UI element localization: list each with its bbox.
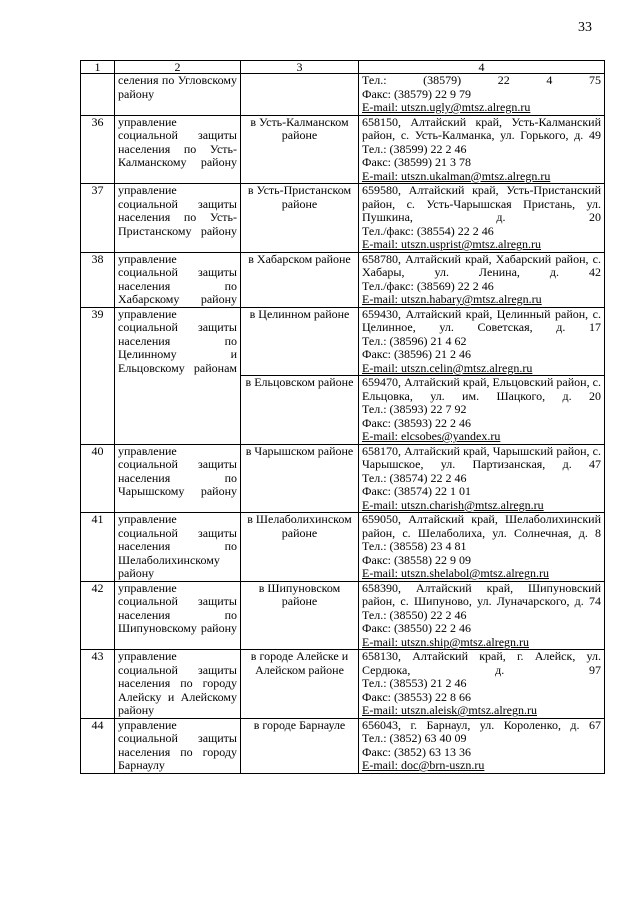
department-name-line: управление социальной защиты населения по городу Барнаулу bbox=[118, 717, 237, 772]
contact-address-line: E-mail: utszn.usprist@mtsz.alregn.ru bbox=[362, 237, 542, 251]
header-row bbox=[81, 61, 605, 74]
department-name-line: управление социальной защиты населения по Усть-Пристанскому району bbox=[118, 183, 237, 238]
row-number: 36 bbox=[81, 115, 115, 184]
contact-address-line: E-mail: utszn.ugly@mtsz.alregn.ru bbox=[362, 100, 531, 114]
contact-address-line: Факс: (38596) 21 2 46 bbox=[362, 347, 471, 361]
contact-address bbox=[359, 376, 605, 445]
contact-address-line: E-mail: utszn.charish@mtsz.alregn.ru bbox=[362, 497, 544, 512]
header-cell-3: 3 bbox=[241, 61, 359, 74]
department-name bbox=[115, 252, 241, 307]
service-area bbox=[241, 307, 359, 376]
contact-address-line: E-mail: utszn.shelabol@mtsz.alregn.ru bbox=[362, 566, 550, 580]
service-area-line: в Хабарском районе bbox=[248, 251, 351, 266]
department-name bbox=[115, 115, 241, 184]
department-name-line: селения по Угловскому району bbox=[118, 73, 237, 101]
service-area-line: в Усть-Пристанском районе bbox=[247, 183, 352, 211]
contact-address bbox=[359, 115, 605, 184]
contact-address-line: E-mail: utszn.aleisk@mtsz.alregn.ru bbox=[362, 703, 538, 717]
department-name bbox=[115, 513, 241, 582]
contact-address bbox=[359, 74, 605, 116]
service-area-line: в Чарышском районе bbox=[245, 443, 354, 458]
department-name-line: управление социальной защиты населения по Шелаболихинскому району bbox=[118, 512, 237, 580]
service-area-line: в Усть-Калманском районе bbox=[250, 114, 349, 142]
service-area-line: в Шелаболихинском районе bbox=[247, 512, 352, 540]
department-name bbox=[115, 718, 241, 773]
contact-address-line: Тел.: (38553) 21 2 46 bbox=[362, 676, 467, 690]
department-name bbox=[115, 184, 241, 253]
contact-address-line: Тел.: (3852) 63 40 09 bbox=[362, 731, 467, 745]
page-number: 33 bbox=[578, 20, 592, 35]
service-area-line: в городе Алейске и Алейском районе bbox=[250, 649, 349, 677]
contact-address-line: Тел./факс: (38554) 22 2 46 bbox=[362, 223, 494, 238]
contact-address-line: 659430, Алтайский край, Целинный район, с. Целинное, ул. Советская, д. 17 bbox=[362, 306, 601, 334]
contact-address-line: Факс: (38550) 22 2 46 bbox=[362, 621, 471, 635]
contact-address-line: 658780, Алтайский край, Хабарский район, с. Хабары, ул. Ленина, д. 42 bbox=[362, 251, 601, 279]
table-row bbox=[81, 252, 605, 307]
table-row bbox=[81, 650, 605, 719]
service-area-line: в городе Барнауле bbox=[253, 717, 346, 732]
service-area bbox=[241, 581, 359, 650]
contact-address-line: Факс: (38558) 22 9 09 bbox=[362, 552, 471, 567]
department-name-line: управление социальной защиты населения по Шипуновскому району bbox=[118, 580, 237, 635]
service-area bbox=[241, 513, 359, 582]
contact-address-line: Факс: (38579) 22 9 79 bbox=[362, 86, 471, 101]
contact-address-line: Тел.: (38596) 21 4 62 bbox=[362, 333, 467, 348]
department-name-line: управление социальной защиты населения по Целинному и Ельцовскому районам bbox=[118, 306, 237, 375]
contact-address-line: Тел.: (38599) 22 2 46 bbox=[362, 141, 467, 156]
contact-address-line: 658150, Алтайский край, Усть-Калманский район, с. Усть-Калманка, ул. Горького, д. 49 bbox=[362, 114, 601, 142]
contact-address-line: Тел.: (38558) 23 4 81 bbox=[362, 539, 467, 553]
department-name bbox=[115, 650, 241, 719]
table-row bbox=[81, 581, 605, 650]
header-cell-1: 1 bbox=[81, 61, 115, 74]
service-area-line: в Ельцовском районе bbox=[245, 375, 354, 389]
header-cell-4: 4 bbox=[359, 61, 605, 74]
table-row bbox=[81, 513, 605, 582]
department-name bbox=[115, 307, 241, 444]
contact-address bbox=[359, 581, 605, 650]
department-name-line: управление социальной защиты населения по Хабарскому району bbox=[118, 251, 237, 306]
contact-address-line: E-mail: utszn.ukalman@mtsz.alregn.ru bbox=[362, 168, 551, 183]
row-number: 42 bbox=[81, 581, 115, 650]
department-name bbox=[115, 444, 241, 513]
department-name-line: управление социальной защиты населения по Усть-Калманскому району bbox=[118, 114, 237, 169]
table-row bbox=[81, 444, 605, 513]
contact-address-line: Тел.: (38593) 22 7 92 bbox=[362, 402, 467, 416]
service-area bbox=[241, 115, 359, 184]
contact-address-line: Факс: (38553) 22 8 66 bbox=[362, 689, 471, 704]
contact-address bbox=[359, 252, 605, 307]
contact-address-line: Факс: (38599) 21 3 78 bbox=[362, 155, 471, 169]
service-area bbox=[241, 444, 359, 513]
row-number: 40 bbox=[81, 444, 115, 513]
row-number: 43 bbox=[81, 650, 115, 719]
department-name-line: управление социальной защиты населения по городу Алейску и Алейскому району bbox=[118, 649, 237, 717]
registry-table bbox=[80, 60, 605, 774]
contact-address-line: 659050, Алтайский край, Шелаболихинский район, с. Шелаболиха, ул. Солнечная, д. 8 bbox=[362, 512, 601, 540]
row-number: 44 bbox=[81, 718, 115, 773]
contact-address-line: 658170, Алтайский край, Чарышский район, с. Чарышское, ул. Партизанская, д. 47 bbox=[362, 443, 601, 471]
service-area-line: в Шипуновском районе bbox=[258, 580, 341, 608]
row-number: 41 bbox=[81, 513, 115, 582]
contact-address-line: E-mail: utszn.ship@mtsz.alregn.ru bbox=[362, 634, 530, 649]
contact-address-line: E-mail: utszn.habary@mtsz.alregn.ru bbox=[362, 292, 542, 306]
contact-address bbox=[359, 513, 605, 582]
table-row bbox=[81, 115, 605, 184]
contact-address-line: E-mail: elcsobes@yandex.ru bbox=[362, 429, 501, 443]
row-number: 39 bbox=[81, 307, 115, 444]
service-area bbox=[241, 650, 359, 719]
contact-address-line: Тел.: (38550) 22 2 46 bbox=[362, 607, 467, 622]
contact-address-line: 658390, Алтайский край, Шипуновский район, с. Шипуново, ул. Луначарского, д. 74 bbox=[362, 580, 601, 608]
table-row bbox=[81, 184, 605, 253]
registry-body bbox=[81, 74, 605, 774]
service-area bbox=[241, 184, 359, 253]
service-area-line: в Целинном районе bbox=[249, 306, 350, 321]
contact-address bbox=[359, 718, 605, 773]
contact-address-line: Тел./факс: (38569) 22 2 46 bbox=[362, 278, 494, 293]
department-name-line: управление социальной защиты населения по Чарышскому району bbox=[118, 443, 237, 498]
table-row bbox=[81, 718, 605, 773]
contact-address bbox=[359, 650, 605, 719]
header-cell-2: 2 bbox=[115, 61, 241, 74]
department-name bbox=[115, 74, 241, 116]
contact-address-line: 659580, Алтайский край, Усть-Пристанский район, с. Усть-Чарышская Пристань, ул. Пушкина, д. 20 bbox=[362, 183, 601, 224]
contact-address-line: 658130, Алтайский край, г. Алейск, ул. Сердюка, д. 97 bbox=[362, 649, 601, 677]
contact-address-line: Тел.: (38579) 22 4 75 bbox=[362, 73, 601, 87]
contact-address-line: Факс: (38593) 22 2 46 bbox=[362, 415, 471, 430]
service-area bbox=[241, 252, 359, 307]
row-number: 38 bbox=[81, 252, 115, 307]
contact-address-line: Тел.: (38574) 22 2 46 bbox=[362, 470, 467, 485]
contact-address-line: Факс: (3852) 63 13 36 bbox=[362, 744, 471, 759]
table-row bbox=[81, 74, 605, 116]
table-row bbox=[81, 307, 605, 376]
service-area bbox=[241, 376, 359, 445]
contact-address bbox=[359, 444, 605, 513]
row-number: 37 bbox=[81, 184, 115, 253]
department-name bbox=[115, 581, 241, 650]
service-area bbox=[241, 718, 359, 773]
contact-address-line: E-mail: doc@brn-uszn.ru bbox=[362, 758, 485, 772]
contact-address bbox=[359, 307, 605, 376]
row-number bbox=[81, 74, 115, 116]
contact-address-line: 659470, Алтайский край, Ельцовский район, с. Ельцовка, ул. им. Шацкого, д. 20 bbox=[362, 375, 601, 403]
contact-address-line: Факс: (38574) 22 1 01 bbox=[362, 484, 471, 498]
contact-address bbox=[359, 184, 605, 253]
contact-address-line: E-mail: utszn.celin@mtsz.alregn.ru bbox=[362, 360, 533, 375]
service-area bbox=[241, 74, 359, 116]
contact-address-line: 656043, г. Барнаул, ул. Короленко, д. 67 bbox=[362, 717, 601, 732]
